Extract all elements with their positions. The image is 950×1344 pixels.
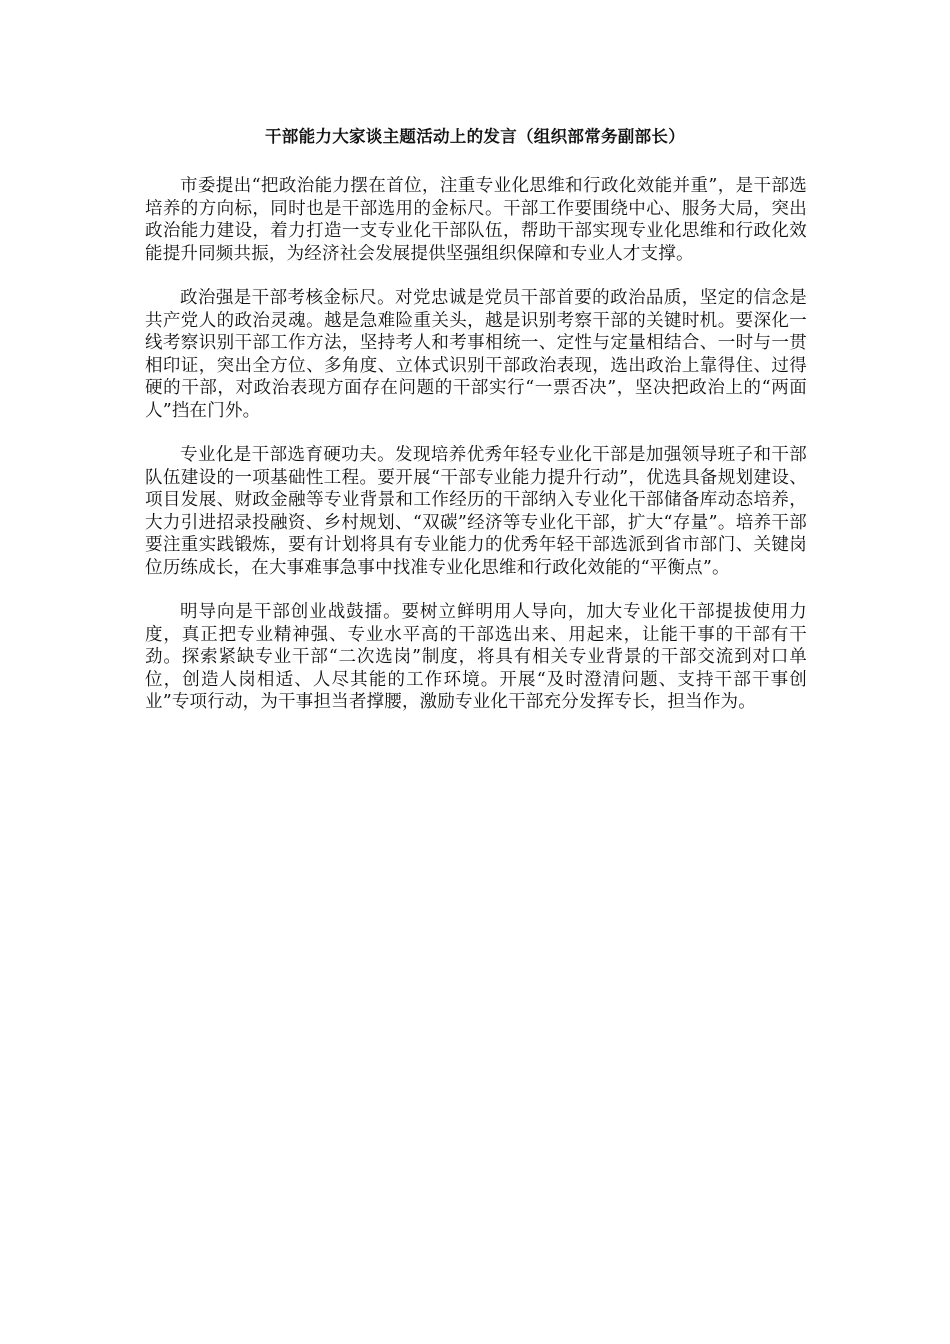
document-title: 干部能力大家谈主题活动上的发言（组织部常务副部长） xyxy=(265,127,685,146)
paragraph-2: 政治强是干部考核金标尺。对党忠诚是党员干部首要的政治品质，坚定的信念是共产党人的政治灵魂。越是急难险重关头，越是识别考察干部的关键时机。要深化一线考察识别干部工作方法，坚持考人和考事相统一、定性与定量相结合、一时与一贯相印证，突出全方位、多角度、立体式识别干部政治表现，选出政治上靠得住、过得硬的干部，对政治表现方面存在问题的干部实行“一票否决”，坚决把政治上的“两面人”挡在门外。 xyxy=(145,288,807,421)
paragraph-4: 明导向是干部创业战鼓擂。要树立鲜明用人导向，加大专业化干部提拔使用力度，真正把专业精神强、专业水平高的干部选出来、用起来，让能干事的干部有干劲。探索紧缺专业干部“二次选岗”制度，将具有相关专业背景的干部交流到对口单位，创造人岗相适、人尽其能的工作环境。开展“及时澄清问题、支持干部干事创业”专项行动，为干事担当者撑腰，激励专业化干部充分发挥专长，担当作为。 xyxy=(145,602,807,712)
paragraph-1: 市委提出“把政治能力摆在首位，注重专业化思维和行政化效能并重”，是干部选培养的方向标，同时也是干部选用的金标尺。干部工作要围绕中心、服务大局，突出政治能力建设，着力打造一支专业化干部队伍，帮助干部实现专业化思维和行政化效能提升同频共振，为经济社会发展提供坚强组织保障和专业人才支撑。 xyxy=(145,176,807,264)
document-body xyxy=(145,175,807,736)
paragraph-3: 专业化是干部选育硬功夫。发现培养优秀年轻专业化干部是加强领导班子和干部队伍建设的一项基础性工程。要开展“干部专业能力提升行动”，优选具备规划建设、项目发展、财政金融等专业背景和工作经历的干部纳入专业化干部储备库动态培养，大力引进招录投融资、乡村规划、“双碳”经济等专业化干部，扩大“存量”。培养干部要注重实践锻炼，要有计划将具有专业能力的优秀年轻干部选派到省市部门、关键岗位历练成长，在大事难事急事中找准专业化思维和行政化效能的“平衡点”。 xyxy=(145,445,807,578)
